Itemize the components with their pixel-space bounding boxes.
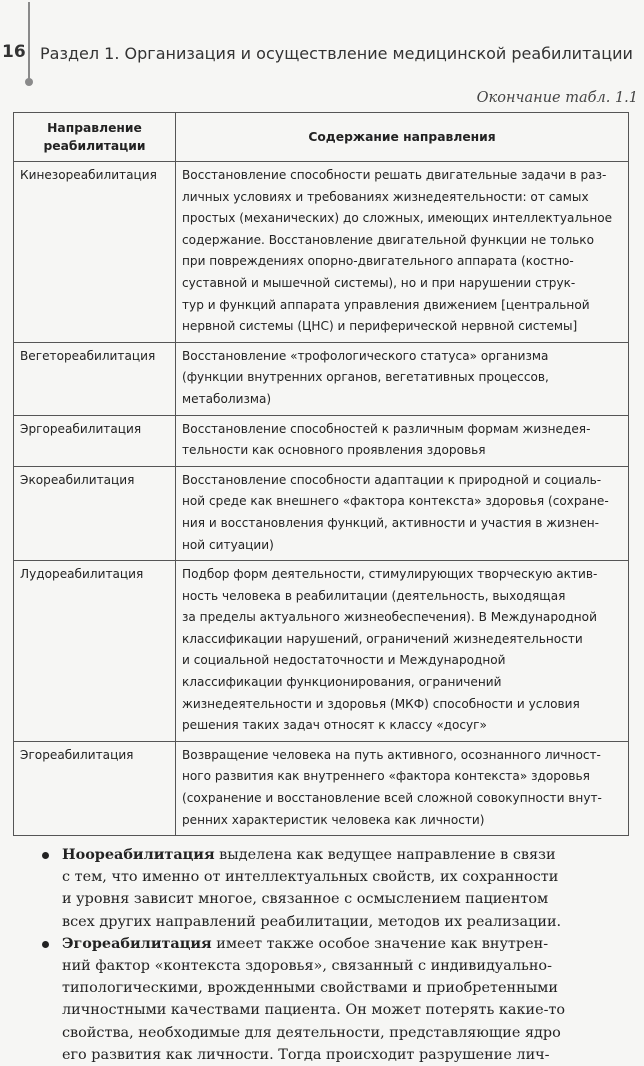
header-divider-dot [25,78,33,86]
content-line: Возвращение человека на путь активного, осознанного личност- [182,747,601,762]
content-line: суставной и мышечной системы), но и при нарушении струк- [182,275,576,290]
content-line: классификации функционирования, ограничений [182,675,502,690]
page-number: 16 [2,42,26,62]
header-line: реабилитации [43,139,146,153]
content-line: содержание. Восстановление двигательной функции не только [182,232,595,247]
bullet-dot-icon [42,852,49,859]
content-line: Восстановление способности решать двигательные задачи в раз- [182,168,607,182]
header-divider [28,2,30,80]
content-line: личных условиях и требованиях жизнедеятельности: от самых [182,189,589,204]
bullet-line: с тем, что именно от интеллектуальных свойств, их сохранности [62,869,559,886]
content-line: тур и функций аппарата управления движением [центральной [182,297,590,312]
table-body [14,162,629,836]
bullet-first-line [62,844,644,866]
content-line: (сохранение и восстановление всей сложной совокупности внут- [182,791,602,806]
content-line: жизнедеятельности и здоровья (МКФ) способности и условия [182,696,580,711]
running-header [0,42,644,72]
table-header-row [14,113,629,162]
bullet-term: Эгореабилитация [62,934,212,952]
content-line: при повреждениях опорно-двигательного аппарата (костно- [182,254,574,269]
bullet-dot-icon [42,941,49,948]
bullet-term: Ноореабилитация [62,846,215,863]
bullet-item [0,933,644,1066]
direction-cell: Кинезореабилитация [14,162,176,343]
rehabilitation-directions-table [13,112,629,836]
table-row [14,741,629,835]
content-line: за пределы актуального жизнеобеспечения). В Международной [182,610,597,625]
bullet-first-text: имеет также особое значение как внутрен- [211,935,549,952]
table-row [14,561,629,742]
content-line: нервной системы (ЦНС) и периферической нервной системы] [182,319,578,334]
content-line: ренних характеристик человека как личности) [182,812,485,827]
content-line: ния и восстановления функций, активности и участия в жизнен- [182,515,600,530]
bullet-line: всех других направлений реабилитации, методов их реализации. [62,913,562,930]
bullet-line: типологическими, врожденными свойствами и приобретенными [62,980,558,997]
direction-cell: Эгореабилитация [14,741,176,835]
table-row [14,162,629,343]
direction-cell: Вегетореабилитация [14,342,176,415]
content-line: тельности как основного проявления здоровья [182,443,486,458]
content-line: Восстановление «трофологического статуса» организма [182,348,549,363]
content-cell [176,415,629,466]
direction-cell: Эргореабилитация [14,415,176,466]
content-line: метаболизма) [182,391,272,406]
content-line: Восстановление способностей к различным формам жизнедея- [182,421,591,436]
header-line: Направление [47,121,142,135]
content-line: простых (механических) до сложных, имеющих интеллектуальное [182,211,613,226]
column-header-content: Содержание направления [176,113,629,162]
bullet-line: свойства, необходимые для деятельности, представляющие ядро [62,1024,561,1041]
table-row [14,415,629,466]
direction-cell: Лудореабилитация [14,561,176,742]
content-line: ной ситуации) [182,537,274,552]
content-line: ность человека в реабилитации (деятельность, выходящая [182,588,566,603]
content-line: ного развития как внутреннего «фактора контекста» здоровья [182,769,590,784]
content-cell [176,561,629,742]
bullet-line: ний фактор «контекста здоровья», связанный с индивидуально- [62,958,552,975]
body-text [0,844,644,1066]
content-line: ной среде как внешнего «фактора контекста» здоровья (сохране- [182,494,609,509]
table-caption: Окончание табл. 1.1 [476,90,638,106]
content-line: решения таких задач относят к классу «досуг» [182,718,487,733]
bullet-item [0,844,644,933]
content-cell [176,741,629,835]
table-row [14,342,629,415]
bullet-line: его развития как личности. Тогда происходит разрушение лич- [62,1046,550,1063]
column-header-direction [14,113,176,162]
table-row [14,466,629,560]
content-cell [176,342,629,415]
content-line: классификации нарушений, ограничений жизнедеятельности [182,631,583,646]
bullet-first-line [62,933,644,955]
direction-cell: Экореабилитация [14,466,176,560]
content-line: Подбор форм деятельности, стимулирующих творческую актив- [182,567,598,582]
bullet-first-text: выделена как ведущее направление в связи [214,847,556,863]
content-line: (функции внутренних органов, вегетативных процессов, [182,370,549,385]
content-line: и социальной недостаточности и Международной [182,653,506,668]
bullet-line: и уровня зависит многое, связанное с осмыслением пациентом [62,891,549,908]
content-cell [176,162,629,343]
content-line: Восстановление способности адаптации к природной и социаль- [182,472,602,487]
content-cell [176,466,629,560]
bullet-line: личностными качествами пациента. Он может потерять какие-то [62,1002,566,1019]
section-title: Раздел 1. Организация и осуществление медицинской реабилитации [40,44,633,63]
